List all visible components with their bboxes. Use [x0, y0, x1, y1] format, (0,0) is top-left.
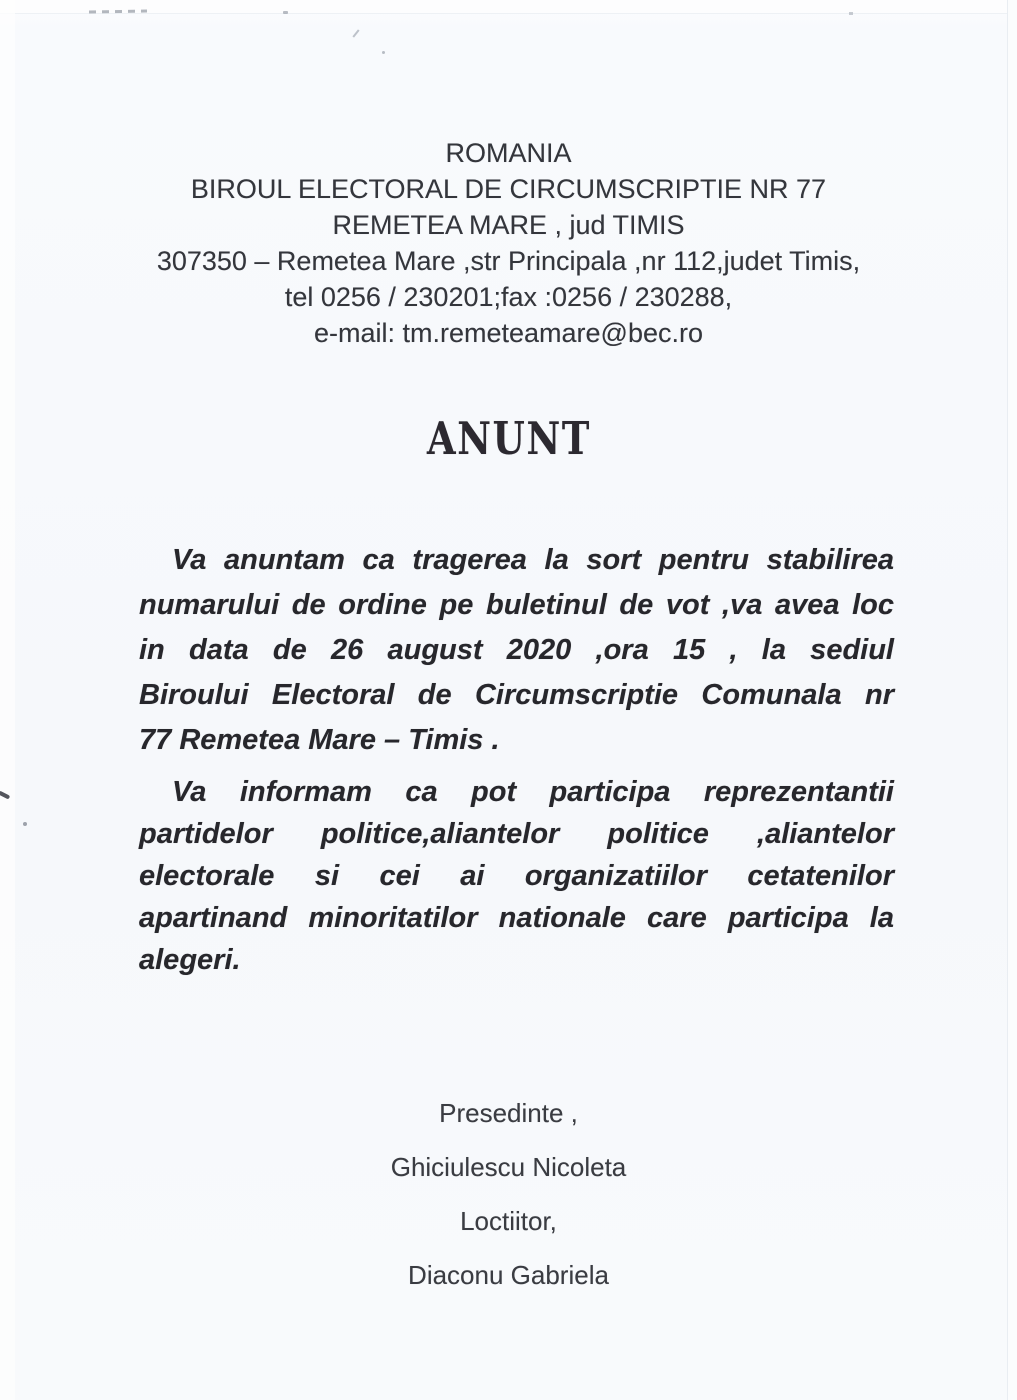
letterhead-phone-fax: tel 0256 / 230201;fax :0256 / 230288,	[284, 282, 733, 312]
letterhead-locality: REMETEA MARE , jud TIMIS	[332, 210, 685, 240]
document-title-row	[0, 412, 1017, 465]
paragraph-line: electorale si cei ai organizatiilor cetatenilor	[139, 860, 894, 892]
paragraph-line: Va informam ca pot participa reprezentantii	[172, 776, 894, 808]
letterhead	[0, 135, 1017, 351]
scan-edge-top	[0, 0, 1017, 14]
paragraph-draw-announcement	[139, 538, 894, 763]
paragraph-line: 77 Remetea Mare – Timis .	[139, 724, 500, 756]
scan-artifact-slash	[352, 29, 359, 37]
signature-role-president: Presedinte ,	[439, 1098, 578, 1128]
document-title: ANUNT	[426, 412, 591, 465]
letterhead-office: BIROUL ELECTORAL DE CIRCUMSCRIPTIE NR 77	[190, 174, 827, 204]
paragraph-line: numarului de ordine pe buletinul de vot ,va avea loc	[139, 589, 894, 621]
letterhead-email: e-mail: tm.remeteamare@bec.ro	[313, 318, 704, 348]
scan-artifact-dot	[382, 51, 385, 54]
signature-block	[0, 1086, 1017, 1302]
signature-role-deputy: Loctiitor,	[460, 1206, 557, 1236]
signature-name-president: Ghiciulescu Nicoleta	[390, 1152, 627, 1182]
paragraph-line: in data de 26 august 2020 ,ora 15 , la sediul	[139, 634, 894, 666]
paragraph-line: Biroului Electoral de Circumscriptie Comunala nr	[139, 679, 894, 711]
paragraph-line: apartinand minoritatilor nationale care participa la	[139, 902, 894, 934]
letterhead-address: 307350 – Remetea Mare ,str Principala ,nr 112,judet Timis,	[156, 246, 861, 276]
paragraph-line: partidelor politice,aliantelor politice ,aliantelor	[139, 818, 894, 850]
paragraph-line: alegeri.	[139, 944, 241, 976]
paragraph-participants-info	[139, 771, 894, 981]
scan-artifact-dot	[23, 822, 27, 826]
signature-name-deputy: Diaconu Gabriela	[408, 1260, 609, 1290]
paragraph-line: Va anuntam ca tragerea la sort pentru stabilirea	[172, 544, 894, 576]
letterhead-country: ROMANIA	[445, 138, 572, 168]
